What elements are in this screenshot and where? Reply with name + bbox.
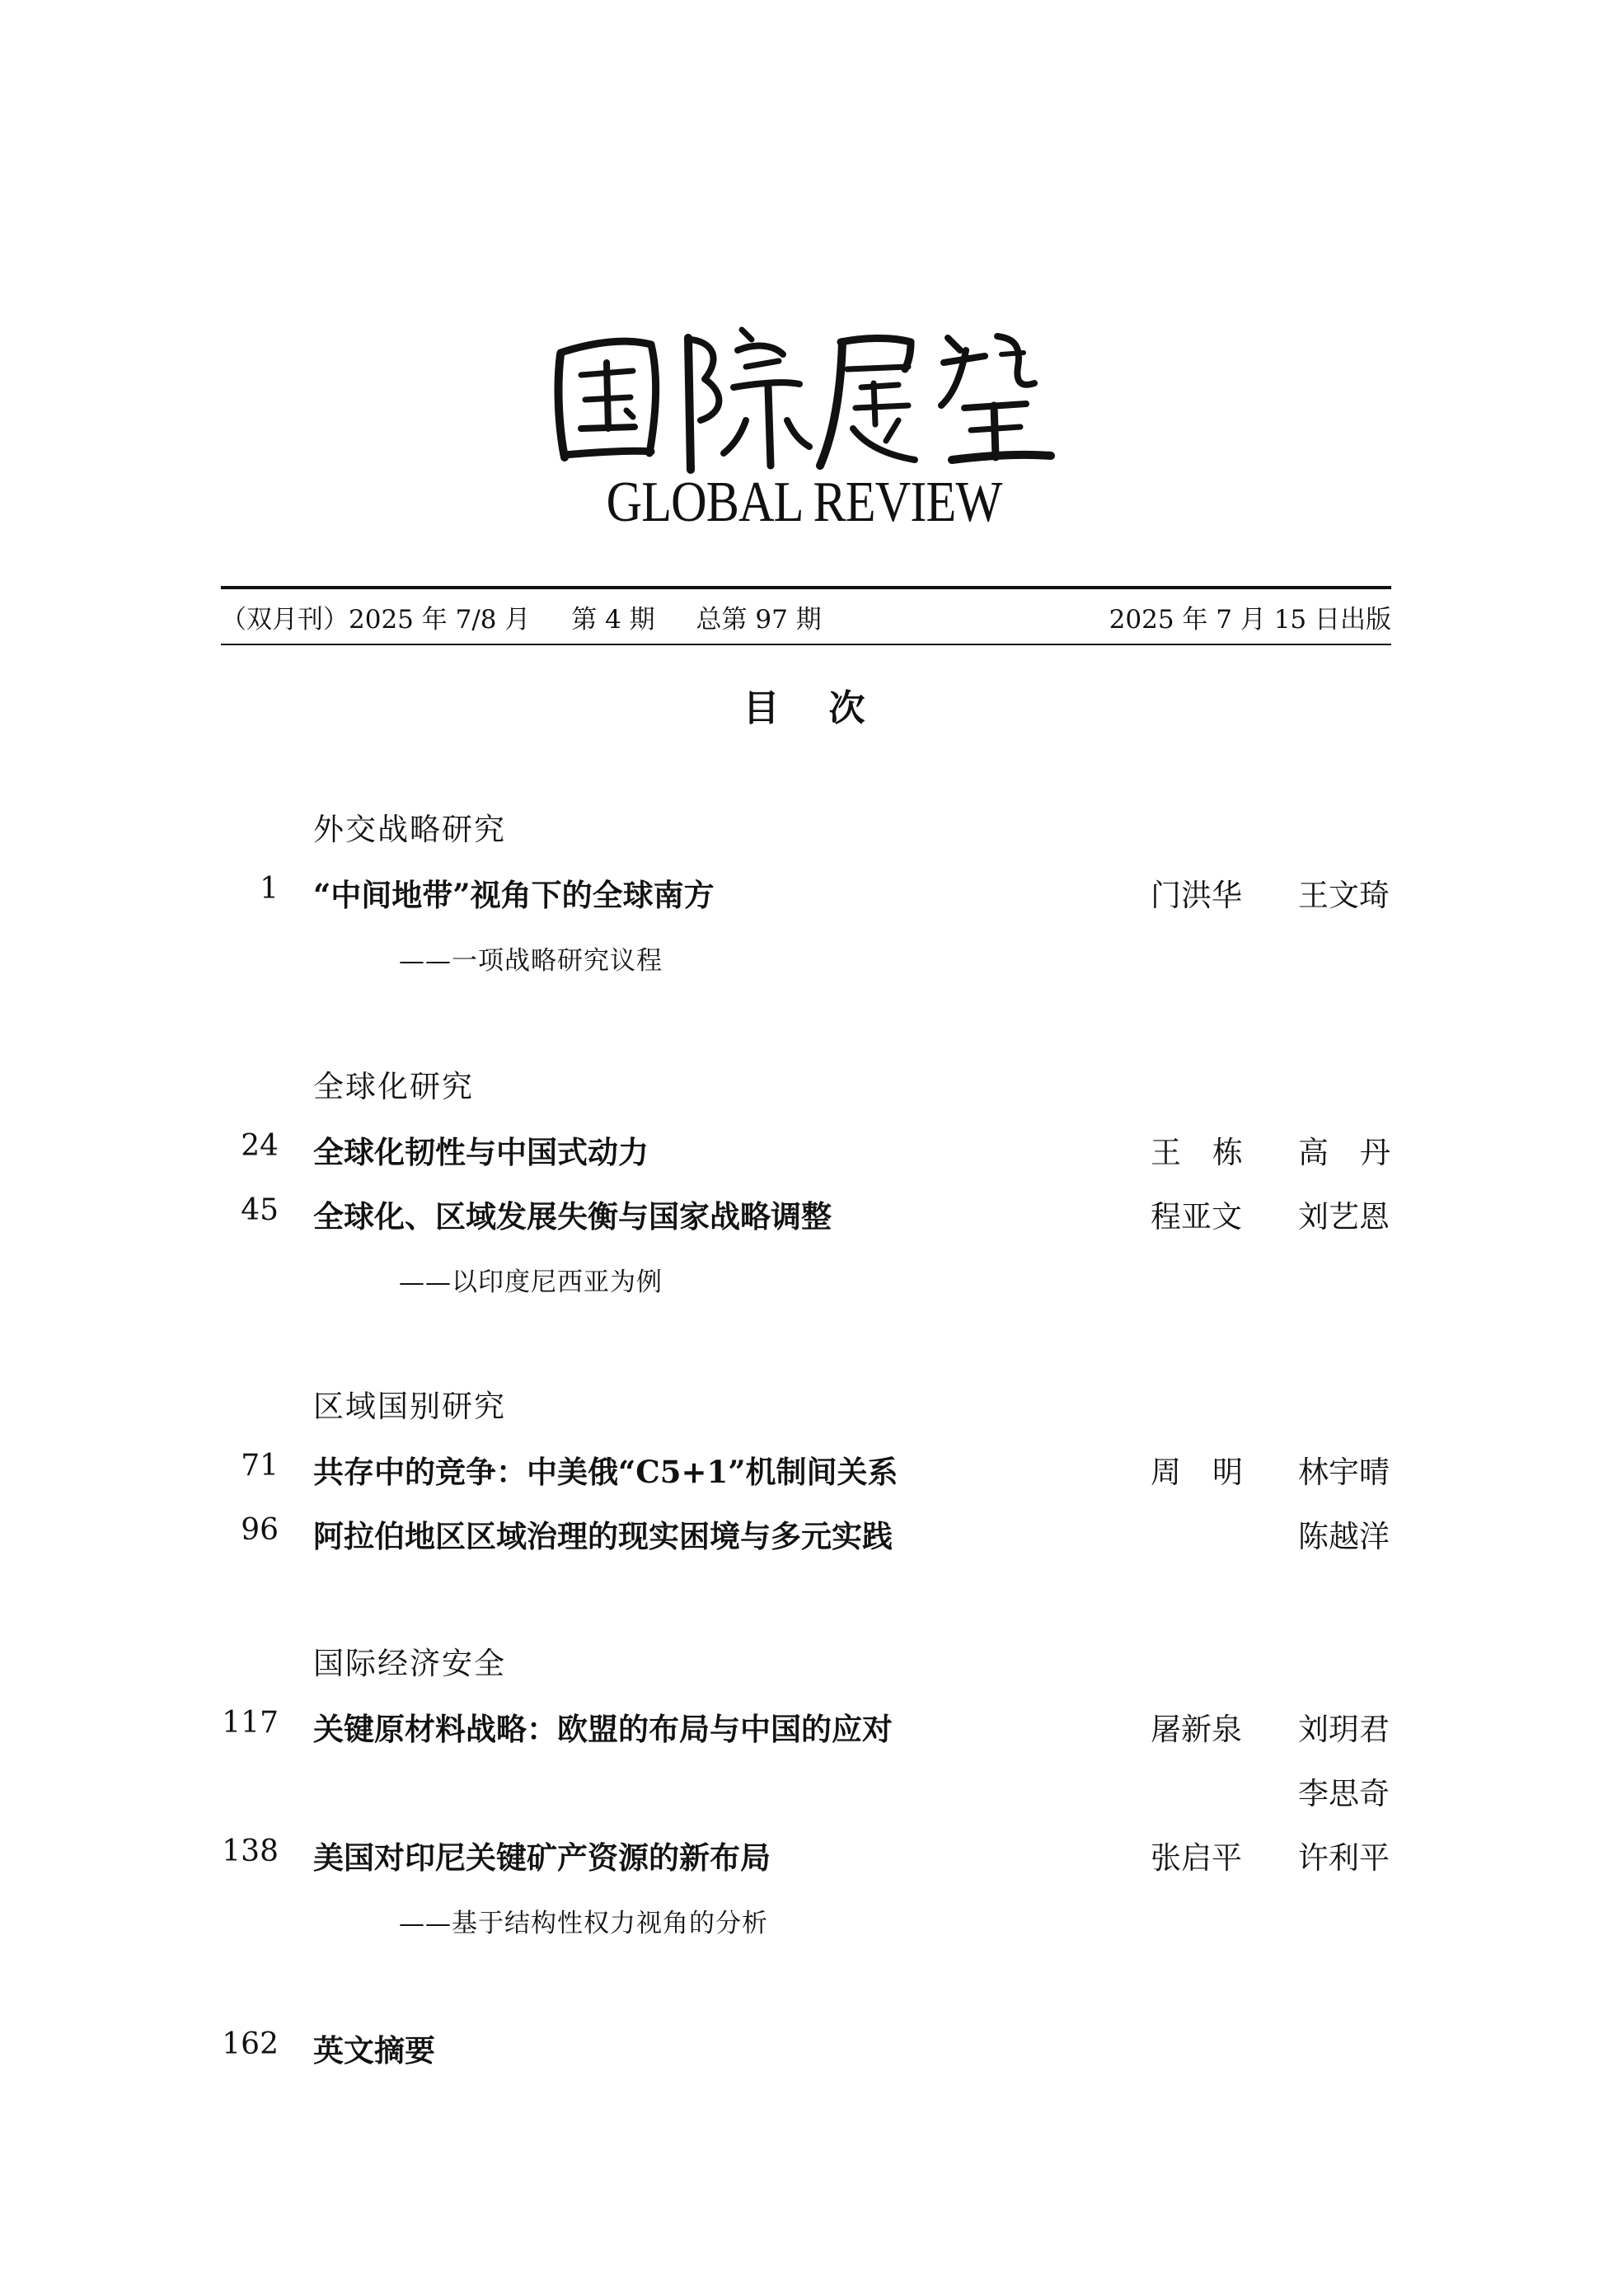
entry-author: 林宇晴	[1298, 1455, 1390, 1490]
entry-page-number: 117	[222, 1706, 279, 1740]
entry-page-number: 138	[222, 1834, 279, 1868]
entry-subtitle: ——一项战略研究议程	[399, 946, 663, 976]
entry-title[interactable]: 关键原材料战略：欧盟的布局与中国的应对	[313, 1711, 893, 1747]
entry-author: 许利平	[1298, 1840, 1390, 1876]
entry-author: 高丹	[1298, 1135, 1422, 1170]
masthead-english-title: GLOBAL REVIEW	[606, 471, 1002, 534]
entry-author: 陈越洋	[1298, 1519, 1390, 1554]
issue-info	[221, 598, 822, 635]
entry-title[interactable]: 全球化韧性与中国式动力	[313, 1134, 649, 1170]
entry-author: 张启平	[1151, 1840, 1242, 1876]
entry-author: 李思奇	[1298, 1776, 1390, 1811]
entry-author: 程亚文	[1151, 1199, 1242, 1235]
entry-page-number: 1	[260, 872, 279, 906]
issue-total: 总第 97 期	[696, 605, 822, 635]
entry-title[interactable]: 共存中的竞争：中美俄“C5+1”机制间关系	[313, 1454, 898, 1490]
entry-author: 周明	[1151, 1455, 1274, 1490]
section-title: 区域国别研究	[313, 1389, 506, 1424]
issue-band-bottom-rule	[221, 644, 1391, 645]
masthead-calligraphy-logo	[536, 305, 1063, 478]
entry-title[interactable]: 美国对印尼关键矿产资源的新布局	[313, 1839, 771, 1876]
entry-title[interactable]: “中间地带”视角下的全球南方	[313, 877, 715, 913]
entry-page-number: 45	[241, 1193, 279, 1227]
section-title: 国际经济安全	[313, 1646, 506, 1681]
issue-frequency: （双月刊）2025 年 7/8 月	[221, 605, 531, 635]
toc-heading: 目次	[743, 687, 915, 729]
entry-author: 刘玥君	[1298, 1712, 1390, 1747]
entry-page-number: 96	[241, 1513, 279, 1547]
issue-band-top-rule	[221, 586, 1391, 589]
entry-author: 刘艺恩	[1298, 1199, 1390, 1235]
issue-number: 第 4 期	[571, 605, 655, 635]
entry-subtitle: ——以印度尼西亚为例	[399, 1267, 663, 1297]
publish-date: 2025 年 7 月 15 日出版	[1109, 605, 1391, 635]
entry-page-number: 162	[222, 2027, 279, 2061]
entry-subtitle: ——基于结构性权力视角的分析	[399, 1909, 768, 1938]
entry-page-number: 24	[241, 1129, 279, 1163]
section-title: 全球化研究	[313, 1069, 474, 1104]
entry-title-english-abstracts[interactable]: 英文摘要	[313, 2032, 435, 2069]
entry-author: 王栋	[1151, 1135, 1274, 1170]
entry-title[interactable]: 全球化、区域发展失衡与国家战略调整	[313, 1198, 832, 1235]
entry-author: 门洪华	[1151, 878, 1242, 913]
section-title: 外交战略研究	[313, 812, 506, 847]
entry-title[interactable]: 阿拉伯地区区域治理的现实困境与多元实践	[313, 1518, 893, 1554]
entry-author: 屠新泉	[1151, 1712, 1242, 1747]
entry-page-number: 71	[241, 1449, 279, 1483]
entry-author: 王文琦	[1298, 878, 1390, 913]
